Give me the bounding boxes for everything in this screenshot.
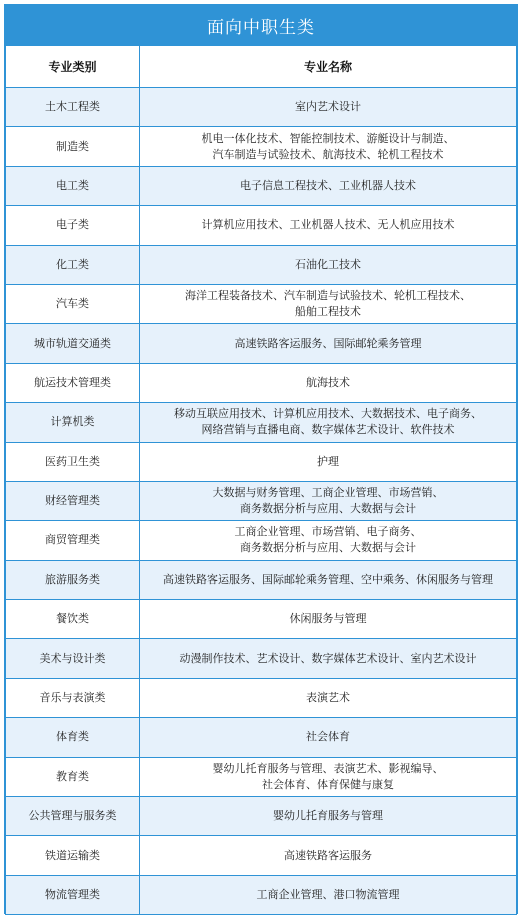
table-header-row [6, 46, 517, 88]
category-cell: 医药卫生类 [6, 442, 140, 481]
header-majors: 专业名称 [140, 46, 517, 88]
majors-line: 移动互联应用技术、计算机应用技术、大数据技术、电子商务、 [174, 407, 482, 421]
majors-line: 大数据与财务管理、工商企业管理、市场营销、 [212, 486, 444, 500]
table-row [6, 403, 517, 442]
category-cell: 航运技术管理类 [6, 363, 140, 402]
majors-cell [140, 678, 517, 717]
majors-cell [140, 560, 517, 599]
table-row [6, 127, 517, 166]
table-row [6, 875, 517, 914]
table-title: 面向中职生类 [5, 5, 517, 45]
majors-line: 护理 [317, 454, 339, 468]
category-cell: 电工类 [6, 166, 140, 205]
majors-line: 高速铁路客运服务、国际邮轮乘务管理、空中乘务、休闲服务与管理 [163, 572, 493, 586]
majors-line: 室内艺术设计 [295, 100, 361, 114]
majors-line: 工商企业管理、市场营销、电子商务、 [234, 525, 422, 539]
majors-line: 动漫制作技术、艺术设计、数字媒体艺术设计、室内艺术设计 [179, 651, 477, 665]
table-row [6, 245, 517, 284]
table-row [6, 678, 517, 717]
majors-line: 高速铁路客运服务 [284, 848, 372, 862]
table-row [6, 166, 517, 205]
majors-line: 婴幼儿托育服务与管理 [273, 809, 383, 823]
table-row [6, 481, 517, 520]
majors-line: 电子信息工程技术、工业机器人技术 [240, 178, 416, 192]
category-cell: 教育类 [6, 757, 140, 796]
majors-cell [140, 363, 517, 402]
majors-line: 商务数据分析与应用、大数据与会计 [240, 541, 416, 555]
table-row [6, 88, 517, 127]
majors-cell [140, 324, 517, 363]
majors-table-card [4, 4, 518, 914]
majors-line: 海洋工程装备技术、汽车制造与试验技术、轮机工程技术、 [185, 289, 471, 303]
category-cell: 财经管理类 [6, 481, 140, 520]
category-cell: 城市轨道交通类 [6, 324, 140, 363]
category-cell: 旅游服务类 [6, 560, 140, 599]
majors-cell [140, 88, 517, 127]
majors-line: 计算机应用技术、工业机器人技术、无人机应用技术 [201, 218, 455, 232]
majors-line: 休闲服务与管理 [289, 612, 367, 626]
category-cell: 公共管理与服务类 [6, 797, 140, 836]
majors-cell [140, 797, 517, 836]
majors-line: 工商企业管理、港口物流管理 [256, 888, 400, 901]
category-cell: 汽车类 [6, 284, 140, 323]
table-row [6, 836, 517, 875]
majors-line: 船舶工程技术 [295, 305, 361, 319]
majors-cell [140, 718, 517, 757]
table-row [6, 600, 517, 639]
table-row [6, 718, 517, 757]
table-row [6, 363, 517, 402]
table-row [6, 560, 517, 599]
category-cell: 铁道运输类 [6, 836, 140, 875]
table-row [6, 521, 517, 560]
majors-cell [140, 403, 517, 442]
majors-line: 高速铁路客运服务、国际邮轮乘务管理 [234, 336, 422, 350]
table-row [6, 206, 517, 245]
category-cell: 美术与设计类 [6, 639, 140, 678]
category-cell: 化工类 [6, 245, 140, 284]
majors-cell [140, 284, 517, 323]
majors-line: 社会体育、体育保健与康复 [262, 777, 394, 791]
category-cell: 商贸管理类 [6, 521, 140, 560]
majors-cell [140, 836, 517, 875]
category-cell: 电子类 [6, 206, 140, 245]
majors-line: 机电一体化技术、智能控制技术、游艇设计与制造、 [201, 131, 455, 145]
category-cell: 制造类 [6, 127, 140, 166]
majors-line: 网络营销与直播电商、数字媒体艺术设计、软件技术 [201, 423, 455, 437]
majors-cell [140, 639, 517, 678]
table-row [6, 639, 517, 678]
majors-cell [140, 481, 517, 520]
category-cell: 体育类 [6, 718, 140, 757]
majors-line: 商务数据分析与应用、大数据与会计 [240, 502, 416, 516]
majors-cell [140, 206, 517, 245]
majors-line: 婴幼儿托育服务与管理、表演艺术、影视编导、 [212, 761, 444, 775]
category-cell: 物流管理类 [6, 875, 140, 914]
table-row [6, 324, 517, 363]
majors-cell [140, 521, 517, 560]
majors-cell [140, 245, 517, 284]
header-category: 专业类别 [6, 46, 140, 88]
majors-line: 表演艺术 [306, 691, 350, 705]
majors-table [5, 45, 517, 915]
majors-cell [140, 757, 517, 796]
majors-cell [140, 166, 517, 205]
majors-line: 汽车制造与试验技术、航海技术、轮机工程技术 [212, 147, 444, 161]
majors-cell [140, 600, 517, 639]
table-row [6, 284, 517, 323]
category-cell: 计算机类 [6, 403, 140, 442]
category-cell: 音乐与表演类 [6, 678, 140, 717]
majors-cell [140, 442, 517, 481]
majors-line: 石油化工技术 [295, 257, 361, 271]
table-row [6, 797, 517, 836]
majors-cell [140, 875, 517, 914]
majors-line: 航海技术 [306, 375, 350, 389]
majors-line: 社会体育 [306, 730, 350, 744]
category-cell: 土木工程类 [6, 88, 140, 127]
table-body [6, 88, 517, 915]
majors-cell [140, 127, 517, 166]
table-row [6, 757, 517, 796]
category-cell: 餐饮类 [6, 600, 140, 639]
table-row [6, 442, 517, 481]
